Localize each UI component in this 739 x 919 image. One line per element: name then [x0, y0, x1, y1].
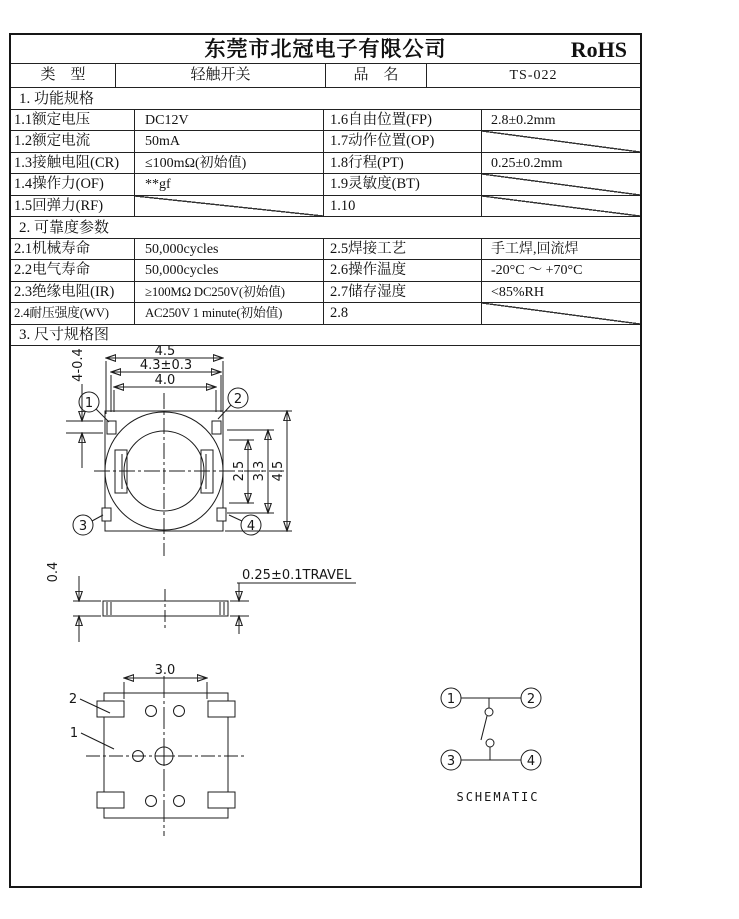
spec-label: 1.5回弹力(RF) — [11, 196, 135, 216]
spec-label: 1.8行程(PT) — [324, 153, 482, 173]
spec-label: 2.7储存湿度 — [324, 282, 482, 302]
spec-label: 1.10 — [324, 196, 482, 216]
spec-label: 2.4耐压强度(WV) — [11, 303, 135, 323]
pin-4-marker — [229, 515, 261, 535]
dim-left-pad: 4-0.4 — [71, 347, 86, 382]
spec-value-na — [135, 196, 324, 216]
pad-4 — [217, 508, 226, 521]
type-label: 类 型 — [11, 64, 116, 87]
rohs-mark: RoHS — [570, 37, 627, 62]
spec-label: 2.6操作温度 — [324, 260, 482, 280]
datasheet-page — [9, 33, 642, 888]
title-bar — [11, 35, 640, 64]
spec-label: 1.9灵敏度(BT) — [324, 174, 482, 194]
spec-value-na — [482, 303, 640, 323]
spec-value: 2.8±0.2mm — [491, 113, 556, 128]
spec-label: 1.6自由位置(FP) — [324, 110, 482, 130]
dim-bottom-pitch: 3.0 — [154, 662, 176, 678]
spec-value-na — [482, 196, 640, 216]
spec-value: -20°C ～ +70°C — [491, 263, 583, 279]
product-name-value: TS-022 — [509, 68, 558, 83]
pad-2 — [212, 421, 221, 434]
spec-label: 2.5焊接工艺 — [324, 239, 482, 259]
dim-travel: 0.25±0.1TRAVEL — [242, 567, 352, 583]
spec-value: <85%RH — [491, 284, 545, 300]
contact-dot — [486, 739, 494, 747]
section-2-header: 2. 可靠度参数 — [11, 217, 640, 239]
spec-row — [11, 153, 640, 174]
spec-value: 50,000cycles — [135, 239, 324, 259]
spec-label: 2.2电气寿命 — [11, 260, 135, 280]
spec-label: 2.1机械寿命 — [11, 239, 135, 259]
spec-value-na — [482, 174, 640, 194]
spec-row — [11, 131, 640, 152]
spec-label: 1.1额定电压 — [11, 110, 135, 130]
svg-text:1: 1 — [84, 395, 94, 411]
type-value: 轻触开关 — [116, 64, 326, 87]
spec-label: 2.3绝缘电阻(IR) — [11, 282, 135, 302]
spec-label: 1.3接触电阻(CR) — [11, 153, 135, 173]
dim-right-mid: 3.3 — [252, 460, 267, 481]
spec-value-na — [482, 131, 640, 151]
pin-1-marker — [79, 392, 109, 422]
spec-value: **gf — [135, 174, 324, 194]
spec-row — [11, 260, 640, 281]
spec-value: AC250V 1 minute(初始值) — [135, 303, 324, 323]
schematic-pin-1: 1 — [446, 691, 456, 707]
spec-row — [11, 174, 640, 195]
spec-row — [11, 239, 640, 260]
spec-value: ≥100MΩ DC250V(初始值) — [135, 282, 324, 302]
svg-text:4: 4 — [246, 518, 256, 534]
spec-row — [11, 303, 640, 324]
circuit-schematic — [441, 688, 541, 804]
top-view — [66, 346, 292, 556]
schematic-pin-2: 2 — [526, 691, 536, 707]
dimension-drawing — [11, 346, 640, 885]
svg-text:2: 2 — [233, 391, 243, 407]
spec-value: 0.25±0.2mm — [491, 155, 563, 171]
spec-value: DC12V — [135, 110, 324, 130]
schematic-caption: SCHEMATIC — [456, 789, 540, 804]
spec-value: 50,000cycles — [135, 260, 324, 280]
section-1-header: 1. 功能规格 — [11, 88, 640, 110]
spec-row — [11, 196, 640, 217]
spec-row — [11, 282, 640, 303]
pin-3-marker — [73, 515, 103, 535]
spec-label: 2.8 — [324, 303, 482, 323]
bottom-label-1: 1 — [69, 725, 79, 741]
company-name: 东莞市北冠电子有限公司 — [204, 37, 447, 61]
svg-text:3: 3 — [78, 518, 88, 534]
spec-label: 1.7动作位置(OP) — [324, 131, 482, 151]
pad-3 — [102, 508, 111, 521]
spec-value: ≤100mΩ(初始值) — [135, 153, 324, 173]
bottom-pad — [208, 792, 235, 808]
bottom-label-2: 2 — [68, 691, 78, 707]
side-view — [46, 561, 356, 641]
spec-value: 手工焊,回流焊 — [491, 241, 579, 257]
spec-value: 50mA — [135, 131, 324, 151]
pad-1 — [107, 421, 116, 434]
schematic-pin-4: 4 — [526, 753, 536, 769]
dim-top-overall: 4.5 — [154, 345, 176, 359]
bottom-pad — [208, 701, 235, 717]
section-3-header: 3. 尺寸规格图 — [11, 325, 640, 346]
bottom-pad — [97, 792, 124, 808]
type-row — [11, 64, 640, 88]
spec-row — [11, 110, 640, 131]
dim-top-inner: 4.0 — [154, 372, 176, 388]
schematic-pin-3: 3 — [446, 753, 456, 769]
dim-right-outer: 4.5 — [271, 460, 286, 481]
dim-top-mid: 4.3±0.3 — [139, 357, 193, 373]
dim-side-height: 0.4 — [46, 561, 61, 582]
spec-label: 1.2额定电流 — [11, 131, 135, 151]
dim-right-inner: 2.5 — [232, 460, 247, 481]
spec-label: 1.4操作力(OF) — [11, 174, 135, 194]
bottom-view — [69, 663, 246, 836]
product-name-label: 品 名 — [326, 64, 427, 87]
contact-dot — [485, 708, 493, 716]
